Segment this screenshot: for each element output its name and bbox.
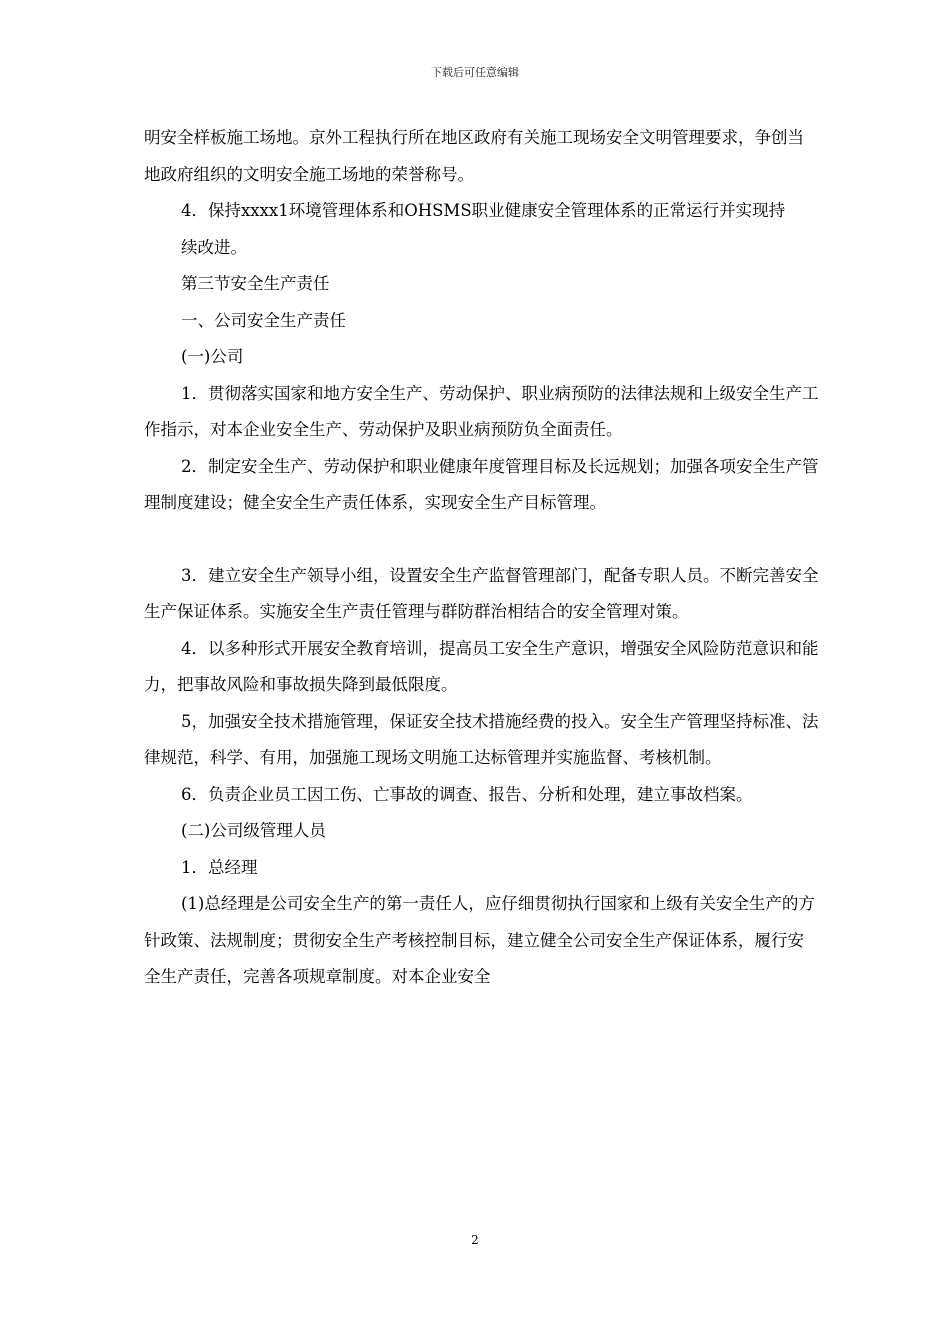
paragraph: 续改进。 xyxy=(181,237,247,257)
subsection-heading: (一)公司 xyxy=(181,347,244,366)
section-heading: 第三节安全生产责任 xyxy=(181,274,330,293)
paragraph: 4．以多种形式开展安全教育培训，提高员工安全生产意识，增强安全风险防范意识和能力，把事故风险和事故损失降到最低限度。 xyxy=(144,638,819,694)
paragraph: 明安全样板施工场地。京外工程执行所在地区政府有关施工现场安全文明管理要求，争创当地政府组织的文明安全施工场地的荣誉称号。 xyxy=(144,128,804,184)
paragraph: 6．负责企业员工因工伤、亡事故的调查、报告、分析和处理，建立事故档案。 xyxy=(181,784,753,804)
paragraph: 1．贯彻落实国家和地方安全生产、劳动保护、职业病预防的法律法规和上级安全生产工作指示，对本企业安全生产、劳动保护及职业病预防负全面责任。 xyxy=(144,383,819,439)
paragraph: 3．建立安全生产领导小组，设置安全生产监督管理部门，配备专职人员。不断完善安全生产保证体系。实施安全生产责任管理与群防群治相结合的安全管理对策。 xyxy=(144,565,819,621)
page-number: 2 xyxy=(471,1233,479,1247)
paragraph: (1)总经理是公司安全生产的第一责任人，应仔细贯彻执行国家和上级有关安全生产的方针政策、法规制度；贯彻安全生产考核控制目标，建立健全公司安全生产保证体系，履行安全生产责任，完善各项规章制度。对本企业安全 xyxy=(144,894,815,986)
subsection-heading: 一、公司安全生产责任 xyxy=(181,310,346,330)
paragraph: 4．保持xxxx1环境管理体系和OHSMS职业健康安全管理体系的正常运行并实现持 xyxy=(181,201,786,220)
paragraph: 2．制定安全生产、劳动保护和职业健康年度管理目标及长远规划；加强各项安全生产管理制度建设；健全安全生产责任体系，实现安全生产目标管理。 xyxy=(144,456,819,512)
subsection-heading: 1．总经理 xyxy=(181,857,258,877)
paragraph: 5，加强安全技术措施管理，保证安全技术措施经费的投入。安全生产管理坚持标准、法律规范，科学、有用，加强施工现场文明施工达标管理并实施监督、考核机制。 xyxy=(144,711,819,767)
subsection-heading: (二)公司级管理人员 xyxy=(181,821,326,840)
page-header: 下载后可任意编辑 xyxy=(431,66,519,79)
document-body xyxy=(144,120,820,996)
blank-line xyxy=(144,522,820,558)
